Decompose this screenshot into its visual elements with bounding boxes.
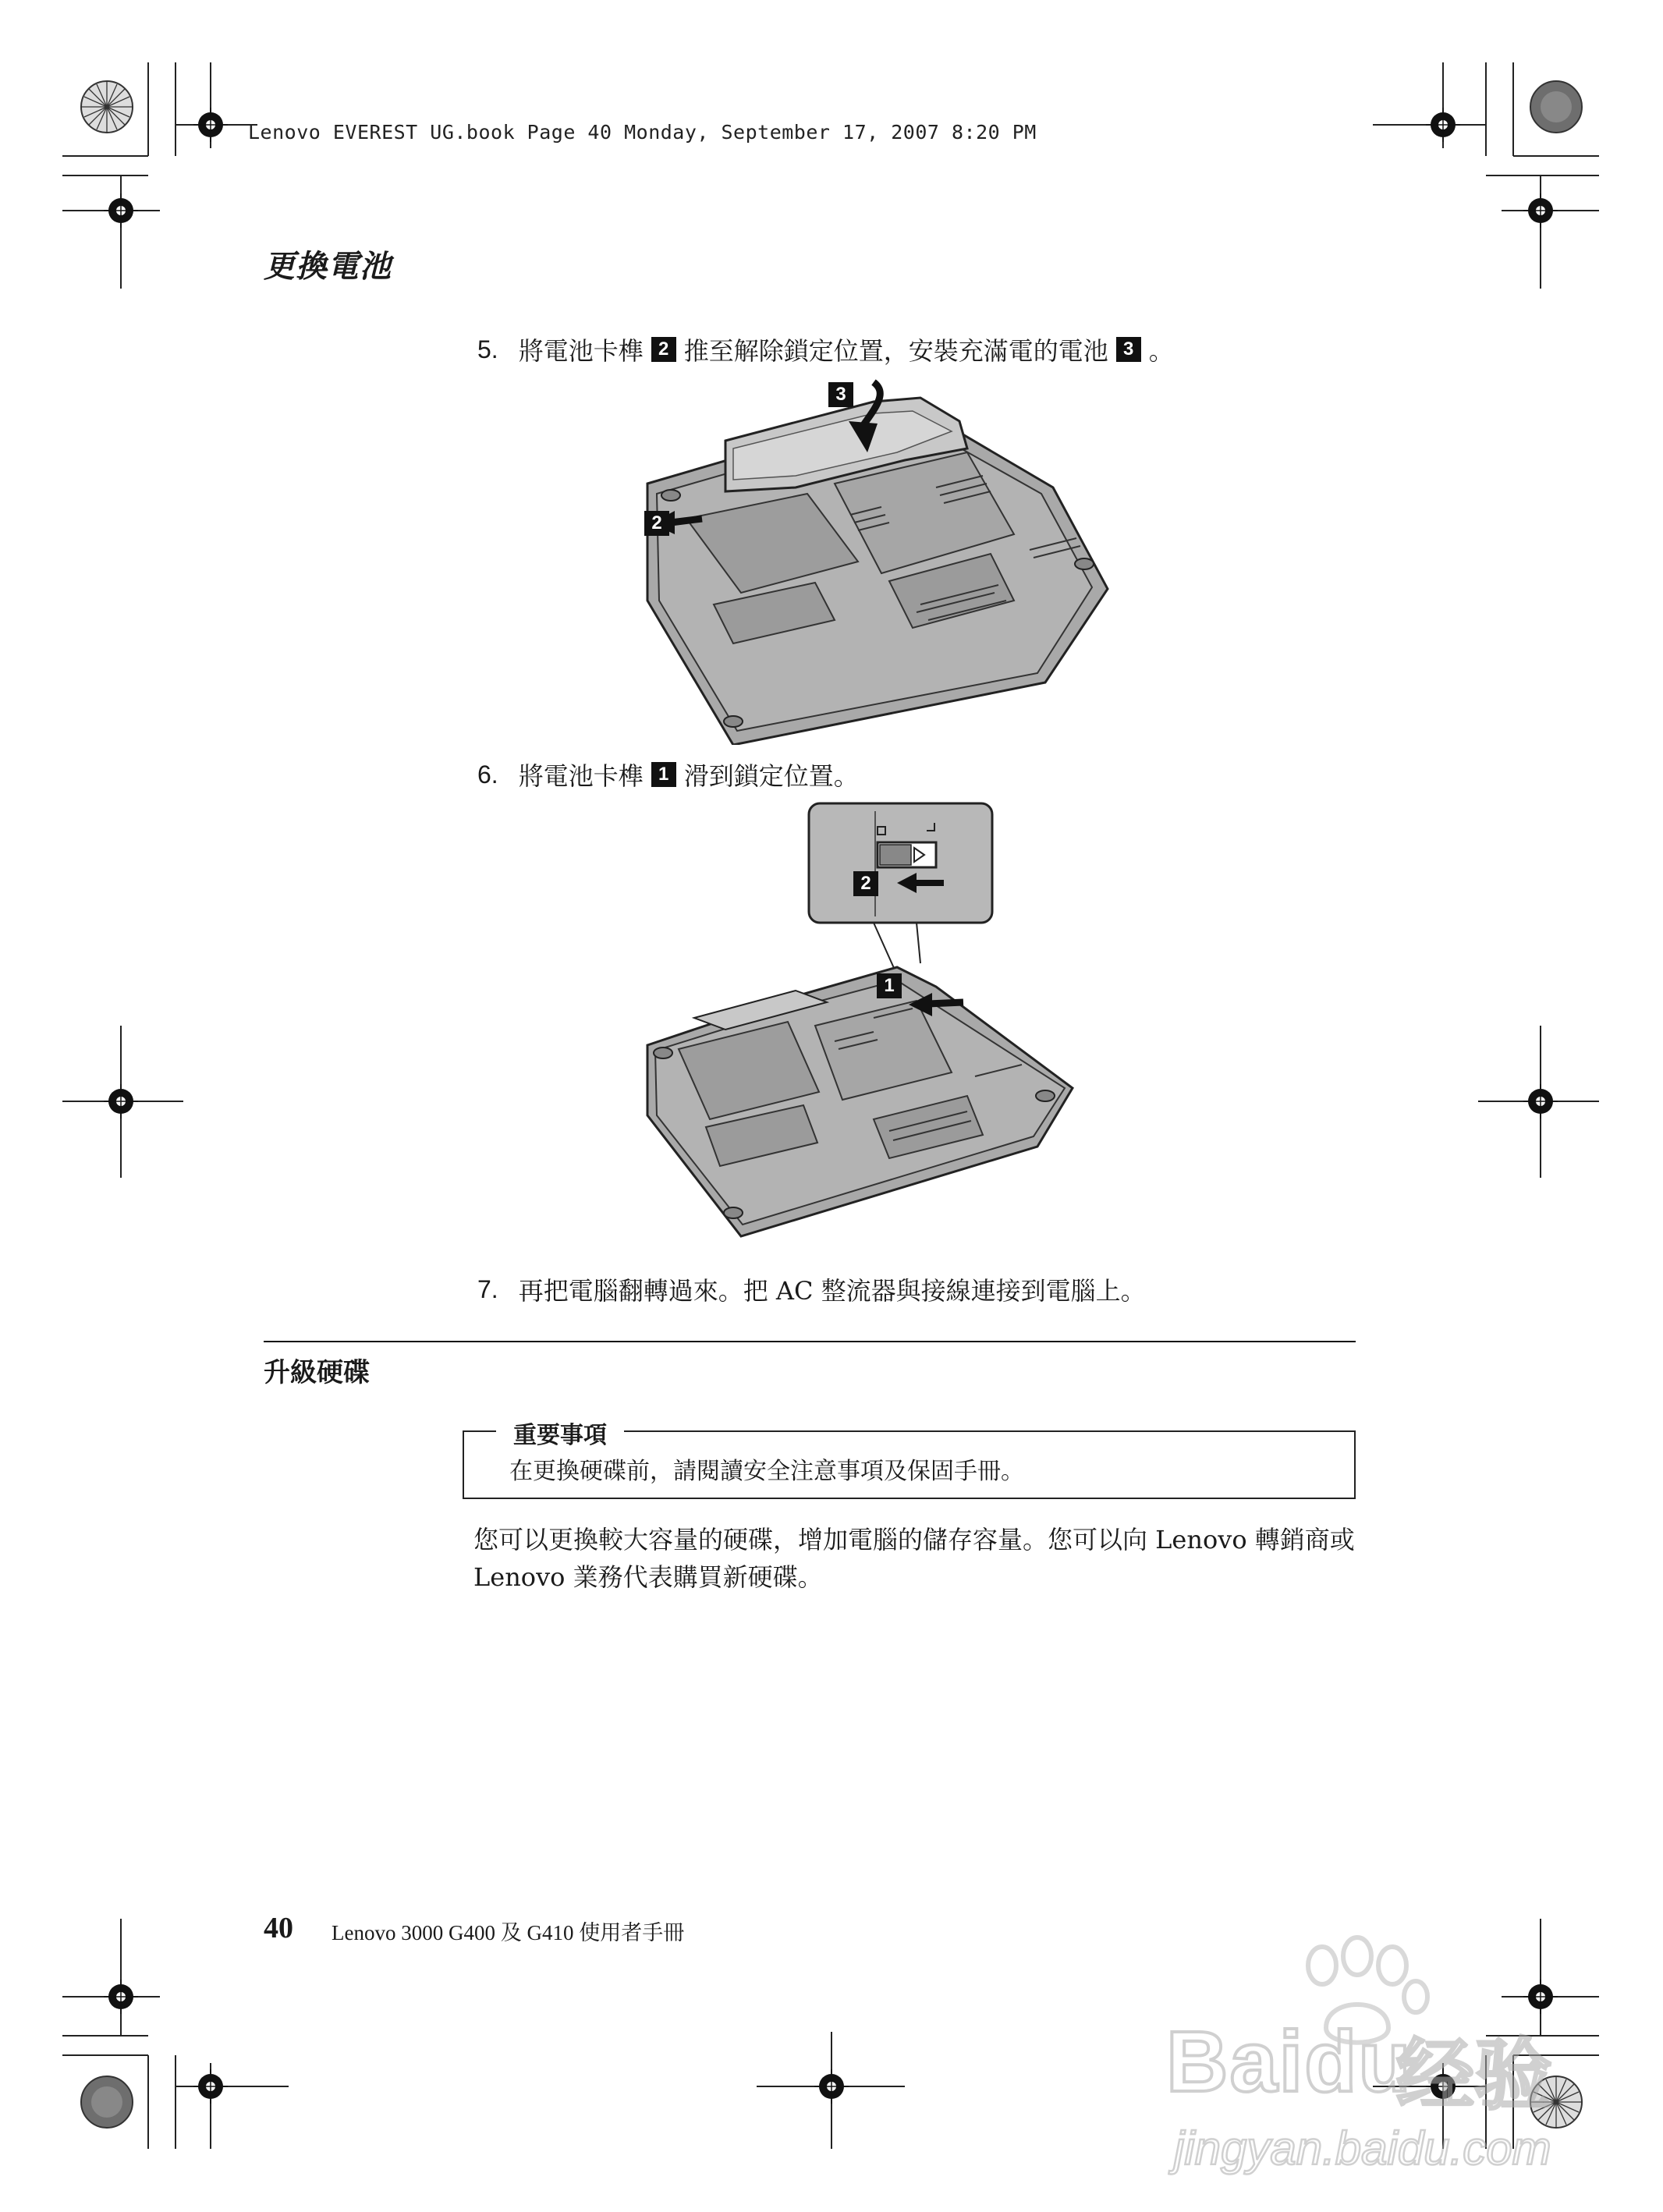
section-title: 更換電池: [264, 248, 392, 285]
watermark-brand: Bai: [1166, 2014, 1305, 2110]
step-text: 將電池卡榫: [518, 336, 644, 366]
step-text: 再把電腦翻轉過來。把 AC 整流器與接線連接到電腦上。: [518, 1276, 1146, 1306]
figure1-label-2: 2: [644, 511, 669, 536]
step-6: [477, 757, 859, 792]
step-number: 7.: [477, 1274, 498, 1303]
step-number: 5.: [477, 335, 498, 363]
step-text: 將電池卡榫: [518, 761, 644, 791]
body-paragraph: 您可以更換較大容量的硬碟，增加電腦的儲存容量。您可以向 Lenovo 轉銷商或 Lenovo 業務代表購買新硬碟。: [473, 1525, 1355, 1592]
step-text: 滑到鎖定位置。: [683, 761, 859, 791]
step-text: 。: [1148, 336, 1174, 366]
figure1-label-3: 3: [828, 382, 853, 407]
notice-body: 在更換硬碟前，請閱讀安全注意事項及保固手冊。: [509, 1458, 1024, 1485]
step-5: [477, 331, 1174, 367]
figure2-callout-label-2: 2: [853, 871, 878, 896]
callout-key: 1: [651, 762, 676, 787]
watermark-brand-b: du: [1304, 2014, 1413, 2110]
step-7: [477, 1271, 1146, 1307]
callout-key: 3: [1116, 337, 1141, 362]
print-header-line: Lenovo EVEREST UG.book Page 40 Monday, September 17, 2007 8:20 PM: [248, 121, 1037, 144]
notice-title: 重要事項: [496, 1416, 624, 1450]
subsection-title: 升級硬碟: [264, 1357, 370, 1388]
baidu-jingyan-watermark: [1166, 1934, 1580, 2184]
subsection-divider: [264, 1341, 1356, 1342]
step-number: 6.: [477, 760, 498, 789]
figure2-label-1: 1: [877, 973, 902, 998]
callout-key: 2: [651, 337, 676, 362]
watermark-url: jingyan.baidu.com: [1174, 2122, 1551, 2175]
step-text: 推至解除鎖定位置，安裝充滿電的電池: [683, 336, 1108, 366]
laptop-battery-install-illustration: [640, 378, 1123, 745]
page-number: 40: [264, 1912, 293, 1944]
laptop-latch-lock-illustration: [640, 799, 1108, 1267]
watermark-cn: 经验: [1396, 2029, 1552, 2121]
footer-book-title: Lenovo 3000 G400 及 G410 使用者手冊: [332, 1921, 685, 1944]
